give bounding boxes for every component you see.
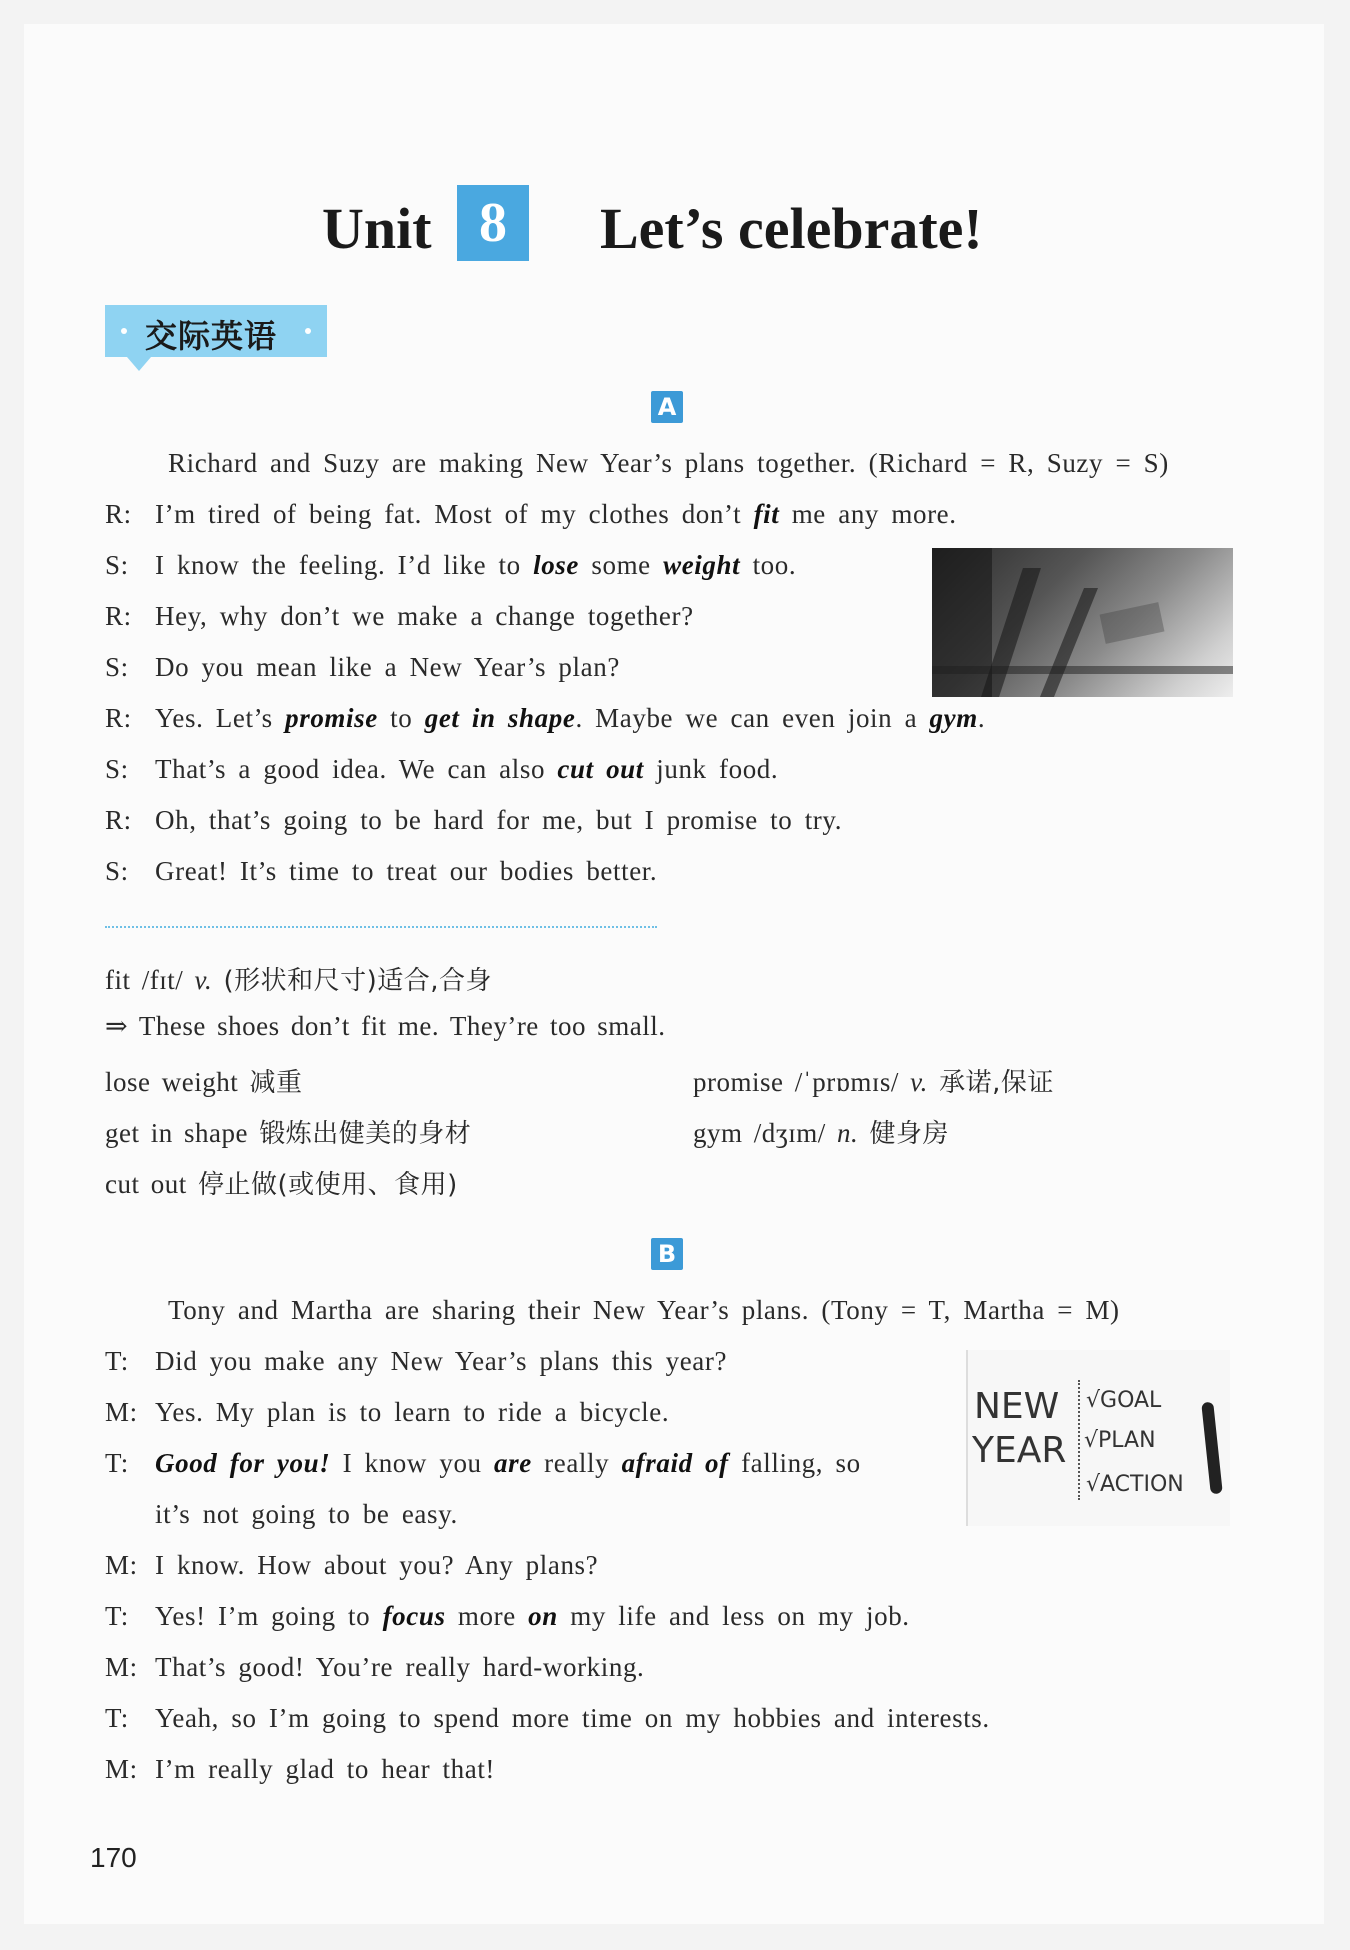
vocab-gym: gym /dʒɪm/ n. 健身房 [693,1118,950,1149]
keyword-gym: gym [929,703,978,733]
keyword-fit: fit [753,499,780,529]
speaker: M: [105,1754,138,1784]
dialogue-line-a6: S: That’s a good idea. We can also cut out junk food. [105,754,779,784]
speaker: R: [105,703,132,733]
tag-dot-right [305,328,311,334]
tag-dot-left [121,328,127,334]
speaker: S: [105,856,129,886]
dialogue-line-b2: M: Yes. My plan is to learn to ride a bicycle. [105,1397,670,1427]
section-tag [105,305,327,357]
section-tag-label: 交际英语 [145,317,278,355]
keyword-on: on [528,1601,558,1631]
unit-title-text: Let’s celebrate! [600,196,983,261]
keyword-cut-out: cut out [557,754,644,784]
speaker: T: [105,1601,129,1631]
dialogue-line-b1: T: Did you make any New Year’s plans this year? [105,1346,728,1376]
vocab-lose-weight: lose weight 减重 [105,1067,303,1098]
pen-icon [1201,1402,1223,1495]
dialogue-line-a4: S: Do you mean like a New Year’s plan? [105,652,620,682]
new-year-notebook-photo: NEW YEAR √GOAL √PLAN √ACTION [966,1350,1230,1526]
dialogue-line-a5: R: Yes. Let’s promise to get in shape. Maybe we can even join a gym. [105,703,986,733]
speaker: T: [105,1703,129,1733]
speaker: M: [105,1550,138,1580]
unit-label: Unit [322,196,432,261]
speaker: S: [105,754,129,784]
vocab-fit-example: ⇒ These shoes don’t fit me. They’re too small. [105,1011,666,1041]
speaker: M: [105,1652,138,1682]
speaker: S: [105,550,129,580]
dialogue-line-b5: M: I know. How about you? Any plans? [105,1550,599,1580]
keyword-promise: promise [285,703,378,733]
vocab-cut-out: cut out 停止做(或使用、食用) [105,1169,458,1200]
dialogue-line-b6: T: Yes! I’m going to focus more on my life and less on my job. [105,1601,910,1631]
speaker: T: [105,1448,129,1478]
speaker: R: [105,601,132,631]
speaker: R: [105,805,132,835]
dialogue-line-b3: T: Good for you! I know you are really afraid of falling, so [105,1448,861,1478]
speaker: T: [105,1346,129,1376]
section-divider [105,926,657,928]
keyword-good-for-you: Good for you! [155,1448,331,1478]
page-number: 170 [90,1842,137,1873]
keyword-get-in-shape: get in shape [424,703,576,733]
section-b-badge: B [651,1238,683,1270]
dialogue-line-b7: M: That’s good! You’re really hard-working. [105,1652,645,1682]
dialogue-line-b8: T: Yeah, so I’m going to spend more time on my hobbies and interests. [105,1703,990,1733]
keyword-focus: focus [382,1601,446,1631]
section-b-intro: Tony and Martha are sharing their New Year’s plans. (Tony = T, Martha = M) [168,1295,1120,1325]
unit-number-badge: 8 [457,185,529,261]
dialogue-line-a8: S: Great! It’s time to treat our bodies better. [105,856,658,886]
keyword-lose: lose [533,550,580,580]
keyword-afraid-of: afraid of [621,1448,729,1478]
dialogue-line-a7: R: Oh, that’s going to be hard for me, but I promise to try. [105,805,843,835]
vocab-fit: fit /fɪt/ v. (形状和尺寸)适合,合身 [105,965,493,996]
treadmill-photo [932,548,1233,697]
vocab-get-in-shape: get in shape 锻炼出健美的身材 [105,1118,472,1149]
dialogue-line-a3: R: Hey, why don’t we make a change together? [105,601,694,631]
dialogue-line-a2: S: I know the feeling. I’d like to lose some weight too. [105,550,797,580]
vocab-promise: promise /ˈprɒmɪs/ v. 承诺,保证 [693,1067,1054,1098]
speaker: M: [105,1397,138,1427]
keyword-are: are [494,1448,532,1478]
section-a-intro: Richard and Suzy are making New Year’s plans together. (Richard = R, Suzy = S) [168,448,1169,478]
keyword-weight: weight [663,550,741,580]
speaker: R: [105,499,132,529]
dialogue-line-b4: it’s not going to be easy. [155,1499,458,1529]
dialogue-line-b9: M: I’m really glad to hear that! [105,1754,496,1784]
section-a-badge: A [651,391,683,423]
speaker: S: [105,652,129,682]
dialogue-line-a1: R: I’m tired of being fat. Most of my clothes don’t fit me any more. [105,499,957,529]
